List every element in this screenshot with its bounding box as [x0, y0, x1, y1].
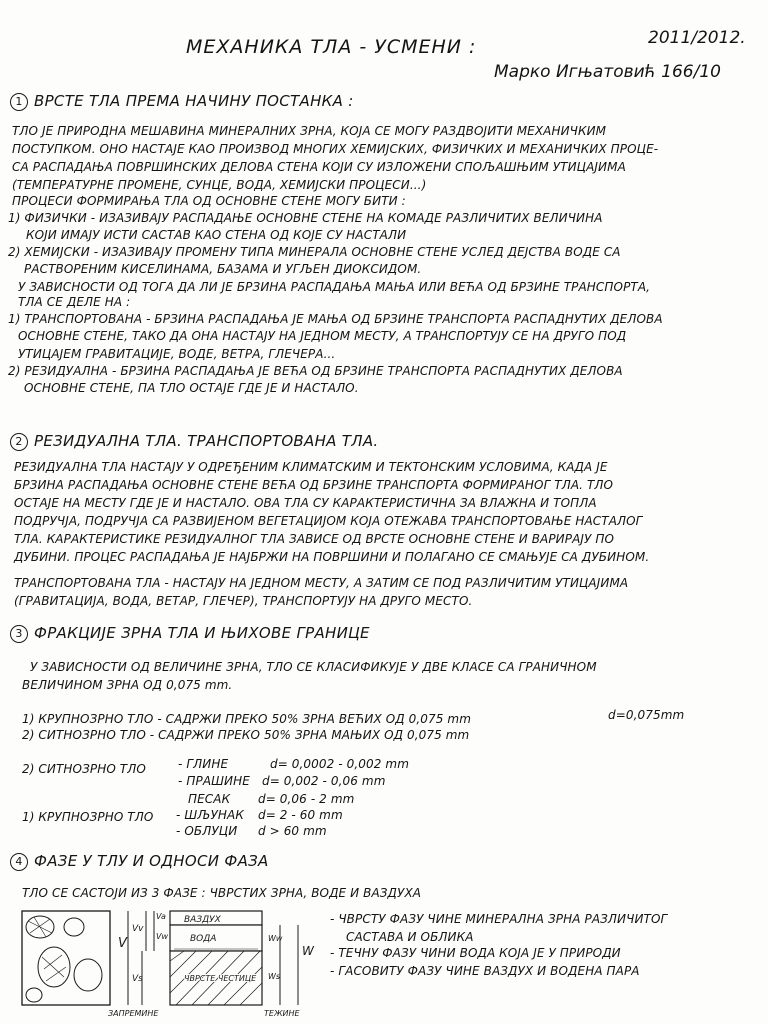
text-line: 2) СИТНОЗРНО ТЛО - САДРЖИ ПРЕКО 50% ЗРНА МАЊИХ ОД 0,075 mm: [22, 728, 470, 742]
fraction-diameter: d > 60 mm: [258, 824, 327, 838]
weights-caption: ТЕЖИНЕ: [264, 1009, 300, 1017]
water-weight-label: Ww: [268, 934, 283, 943]
text-line: 1) ФИЗИЧКИ - ИЗАЗИВАЈУ РАСПАДАЊЕ ОСНОВНЕ СТЕНЕ НА КОМАДЕ РАЗЛИЧИТИХ ВЕЛИЧИНА: [8, 211, 603, 225]
air-volume-label: Va: [156, 912, 166, 921]
text-line: САСТАВА И ОБЛИКА: [346, 930, 474, 944]
text-line: ПОСТУПКОМ. ОНО НАСТАЈЕ КАО ПРОИЗВОД МНОГИХ ХЕМИЈСКИХ, ФИЗИЧКИХ И МЕХАНИЧКИХ ПРОЦЕ-: [12, 142, 659, 156]
text-line: ОСНОВНЕ СТЕНЕ, ТАКО ДА ОНА НАСТАЈУ НА ЈЕДНОМ МЕСТУ, А ТРАНСПОРТУЈУ СЕ НА ДРУГО ПОД: [18, 329, 627, 343]
solid-weight-label: Ws: [268, 972, 281, 981]
fraction-name: - ОБЛУЦИ: [176, 824, 238, 838]
text-line: (ТЕМПЕРАТУРНЕ ПРОМЕНЕ, СУНЦЕ, ВОДА, ХЕМИЈСКИ ПРОЦЕСИ...): [12, 178, 427, 192]
text-line: ВЕЛИЧИНОМ ЗРНА ОД 0,075 mm.: [22, 678, 233, 692]
fraction-diameter: d= 0,06 - 2 mm: [258, 792, 355, 806]
air-phase-label: ВАЗДУХ: [184, 915, 221, 925]
page-title: МЕХАНИКА ТЛА - УСМЕНИ :: [186, 36, 477, 58]
text-line: РЕЗИДУАЛНА ТЛА НАСТАЈУ У ОДРЕЂЕНИМ КЛИМАТСКИМ И ТЕКТОНСКИМ УСЛОВИМА, КАДА ЈЕ: [14, 460, 608, 474]
weight-total-label: W: [302, 944, 314, 958]
text-line: ОСТАЈЕ НА МЕСТУ ГДЕ ЈЕ И НАСТАЛО. ОВА ТЛА СУ КАРАКТЕРИСТИЧНА ЗА ВЛАЖНА И ТОПЛА: [14, 496, 597, 510]
fraction-name: - ПРАШИНЕ: [178, 774, 250, 788]
section-1-heading: 1 ВРСТЕ ТЛА ПРЕМА НАЧИНУ ПОСТАНКА :: [10, 92, 354, 111]
fraction-diameter: d= 0,0002 - 0,002 mm: [270, 757, 409, 771]
text-line: ТЛА СЕ ДЕЛЕ НА :: [18, 295, 131, 309]
text-line: (ГРАВИТАЦИЈА, ВОДА, ВЕТАР, ГЛЕЧЕР), ТРАНСПОРТУЈУ НА ДРУГО МЕСТО.: [14, 594, 473, 608]
weight-dimension-lines: [280, 925, 298, 1005]
text-line: 2) ХЕМИЈСКИ - ИЗАЗИВАЈУ ПРОМЕНУ ТИПА МИНЕРАЛА ОСНОВНЕ СТЕНЕ УСЛЕД ДЕЈСТВА ВОДЕ СА: [8, 245, 621, 259]
fraction-diameter: d= 2 - 60 mm: [258, 808, 343, 822]
section-3-heading: 3 ФРАКЦИЈЕ ЗРНА ТЛА И ЊИХОВЕ ГРАНИЦЕ: [10, 624, 370, 643]
section-number: 2: [10, 433, 28, 451]
fine-soil-label: 2) СИТНОЗРНО ТЛО: [22, 762, 146, 776]
text-line: 2) РЕЗИДУАЛНА - БРЗИНА РАСПАДАЊА ЈЕ ВЕЋА ОД БРЗИНЕ ТРАНСПОРТА РАСПАДНУТИХ ДЕЛОВА: [8, 364, 623, 378]
phase-column: [170, 911, 262, 1005]
section-number: 4: [10, 853, 28, 871]
year-label: 2011/2012.: [648, 28, 746, 48]
fraction-name: - ШЉУНАК: [176, 808, 244, 822]
fraction-name: ПЕСАК: [188, 792, 231, 806]
text-line: БРЗИНА РАСПАДАЊА ОСНОВНЕ СТЕНЕ ВЕЋА ОД БРЗИНЕ ТРАНСПОРТА ФОРМИРАНОГ ТЛА. ТЛО: [14, 478, 614, 492]
text-line: - ТЕЧНУ ФАЗУ ЧИНИ ВОДА КОЈА ЈЕ У ПРИРОДИ: [330, 946, 621, 960]
fraction-diameter: d= 0,002 - 0,06 mm: [262, 774, 386, 788]
text-line: ТЛО СЕ САСТОЈИ ИЗ 3 ФАЗЕ : ЧВРСТИХ ЗРНА, ВОДЕ И ВАЗДУХА: [22, 886, 422, 900]
text-line: ОСНОВНЕ СТЕНЕ, ПА ТЛО ОСТАЈЕ ГДЕ ЈЕ И НАСТАЛО.: [24, 381, 359, 395]
text-line: СА РАСПАДАЊА ПОВРШИНСКИХ ДЕЛОВА СТЕНА КОЈИ СУ ИЗЛОЖЕНИ СПОЉАШЊИМ УТИЦАЈИМА: [12, 160, 626, 174]
volume-total-label: V: [118, 936, 127, 951]
text-line: ТРАНСПОРТОВАНА ТЛА - НАСТАЈУ НА ЈЕДНОМ МЕСТУ, А ЗАТИМ СЕ ПОД РАЗЛИЧИТИМ УТИЦАЈИМА: [14, 576, 629, 590]
text-line: ДУБИНИ. ПРОЦЕС РАСПАДАЊА ЈЕ НАЈБРЖИ НА ПОВРШИНИ И ПОЛАГАНО СЕ СМАЊУЈЕ СА ДУБИНОМ.: [14, 550, 650, 564]
solid-volume-label: Vs: [132, 974, 143, 984]
coarse-soil-label: 1) КРУПНОЗРНО ТЛО: [22, 810, 154, 824]
fraction-name: - ГЛИНЕ: [178, 757, 229, 771]
section-number: 1: [10, 93, 28, 111]
section-number: 3: [10, 625, 28, 643]
solid-phase-label: ЧВРСТЕ ЧЕСТИЦЕ: [184, 974, 257, 983]
text-line: 1) ТРАНСПОРТОВАНА - БРЗИНА РАСПАДАЊА ЈЕ МАЊА ОД БРЗИНЕ ТРАНСПОРТА РАСПАДНУТИХ ДЕЛОВА: [8, 312, 663, 326]
text-line: ТЛО ЈЕ ПРИРОДНА МЕШАВИНА МИНЕРАЛНИХ ЗРНА, КОЈА СЕ МОГУ РАЗДВОЈИТИ МЕХАНИЧКИМ: [12, 124, 607, 138]
soil-sample-sketch: [22, 911, 110, 1005]
text-line: ТЛА. КАРАКТЕРИСТИКЕ РЕЗИДУАЛНОГ ТЛА ЗАВИСЕ ОД ВРСТЕ ОСНОВНЕ СТЕНЕ И ВАРИРАЈУ ПО: [14, 532, 615, 546]
text-line: У ЗАВИСНОСТИ ОД ВЕЛИЧИНЕ ЗРНА, ТЛО СЕ КЛАСИФИКУЈЕ У ДВЕ КЛАСЕ СА ГРАНИЧНОМ: [30, 660, 597, 674]
text-line: У ЗАВИСНОСТИ ОД ТОГА ДА ЛИ ЈЕ БРЗИНА РАСПАДАЊА МАЊА ИЛИ ВЕЋА ОД БРЗИНЕ ТРАНСПОРТА,: [18, 280, 651, 294]
author-signature: Марко Игњатовић 166/10: [494, 62, 721, 82]
text-line: - ЧВРСТУ ФАЗУ ЧИНЕ МИНЕРАЛНА ЗРНА РАЗЛИЧИТОГ: [330, 912, 668, 926]
text-line: 1) КРУПНОЗРНО ТЛО - САДРЖИ ПРЕКО 50% ЗРНА ВЕЋИХ ОД 0,075 mm: [22, 712, 472, 726]
text-line: КОЈИ ИМАЈУ ИСТИ САСТАВ КАО СТЕНА ОД КОЈЕ СУ НАСТАЛИ: [26, 228, 407, 242]
section-4-heading: 4 ФАЗЕ У ТЛУ И ОДНОСИ ФАЗА: [10, 852, 269, 871]
soil-phase-diagram: [18, 905, 318, 1017]
text-line: - ГАСОВИТУ ФАЗУ ЧИНЕ ВАЗДУХ И ВОДЕНА ПАРА: [330, 964, 640, 978]
text-line: ПОДРУЧЈА, ПОДРУЧЈА СА РАЗВИЈЕНОМ ВЕГЕТАЦИЈОМ КОЈА ОТЕЖАВА ТРАНСПОРТОВАЊЕ НАСТАЛОГ: [14, 514, 643, 528]
void-volume-label: Vv: [132, 924, 144, 934]
text-line: ПРОЦЕСИ ФОРМИРАЊА ТЛА ОД ОСНОВНЕ СТЕНЕ МОГУ БИТИ :: [12, 194, 406, 208]
section-2-heading: 2 РЕЗИДУАЛНА ТЛА. ТРАНСПОРТОВАНА ТЛА.: [10, 432, 378, 451]
water-volume-label: Vw: [156, 932, 169, 941]
water-phase-label: ВОДА: [190, 934, 217, 944]
volumes-caption: ЗАПРЕМИНЕ: [108, 1009, 159, 1017]
text-line: РАСТВОРЕНИМ КИСЕЛИНАМА, БАЗАМА И УГЉЕН ДИОКСИДОМ.: [24, 262, 422, 276]
text-line: УТИЦАЈЕМ ГРАВИТАЦИЈЕ, ВОДЕ, ВЕТРА, ГЛЕЧЕРА...: [18, 347, 336, 361]
boundary-diameter: d=0,075mm: [608, 708, 685, 722]
